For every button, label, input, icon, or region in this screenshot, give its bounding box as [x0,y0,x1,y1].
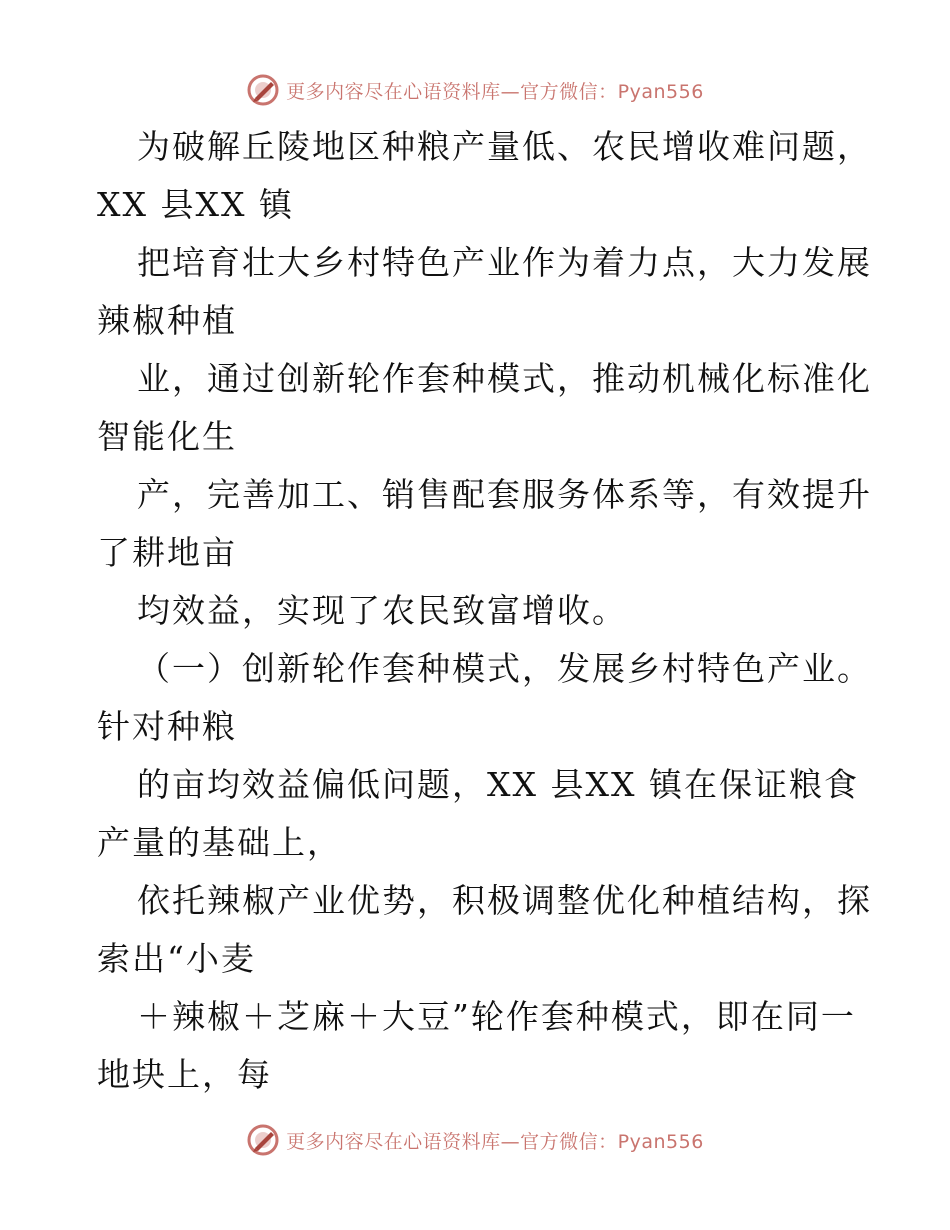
text-line: 为破解丘陵地区种粮产量低、农民增收难问题， [137,127,872,166]
pen-circle-logo-icon [246,73,280,107]
text-line: 依托辣椒产业优势，积极调整优化种植结构，探 [137,881,872,920]
document-body [97,118,872,1104]
text-line: 产量的基础上， [97,823,342,862]
text-line: 均效益，实现了农民致富增收。 [137,591,627,630]
text-line: 把培育壮大乡村特色产业作为着力点，大力发展 [137,243,872,282]
text-line: 产，完善加工、销售配套服务体系等，有效提升 [137,475,872,514]
header-watermark [0,70,950,110]
watermark-text: 更多内容尽在心语资料库—官方微信：Pyan556 [286,80,704,103]
text-line: 辣椒种植 [97,301,237,340]
text-line: 智能化生 [97,417,237,456]
footer-watermark [0,1120,950,1160]
text-line: 业，通过创新轮作套种模式，推动机械化标准化 [137,359,872,398]
text-line: ＋辣椒＋芝麻＋大豆”轮作套种模式，即在同一 [137,997,856,1036]
watermark-text: 更多内容尽在心语资料库—官方微信：Pyan556 [286,1130,704,1153]
text-line: 了耕地亩 [97,533,237,572]
pen-circle-logo-icon [246,1123,280,1157]
text-line: 地块上，每 [97,1055,272,1094]
text-line: 的亩均效益偏低问题，XX 县XX 镇在保证粮食 [137,765,859,804]
text-line: XX 县XX 镇 [97,185,294,224]
text-line: （一）创新轮作套种模式，发展乡村特色产业。 [137,649,872,688]
text-line: 索出“小麦 [97,939,256,978]
text-line: 针对种粮 [97,707,237,746]
